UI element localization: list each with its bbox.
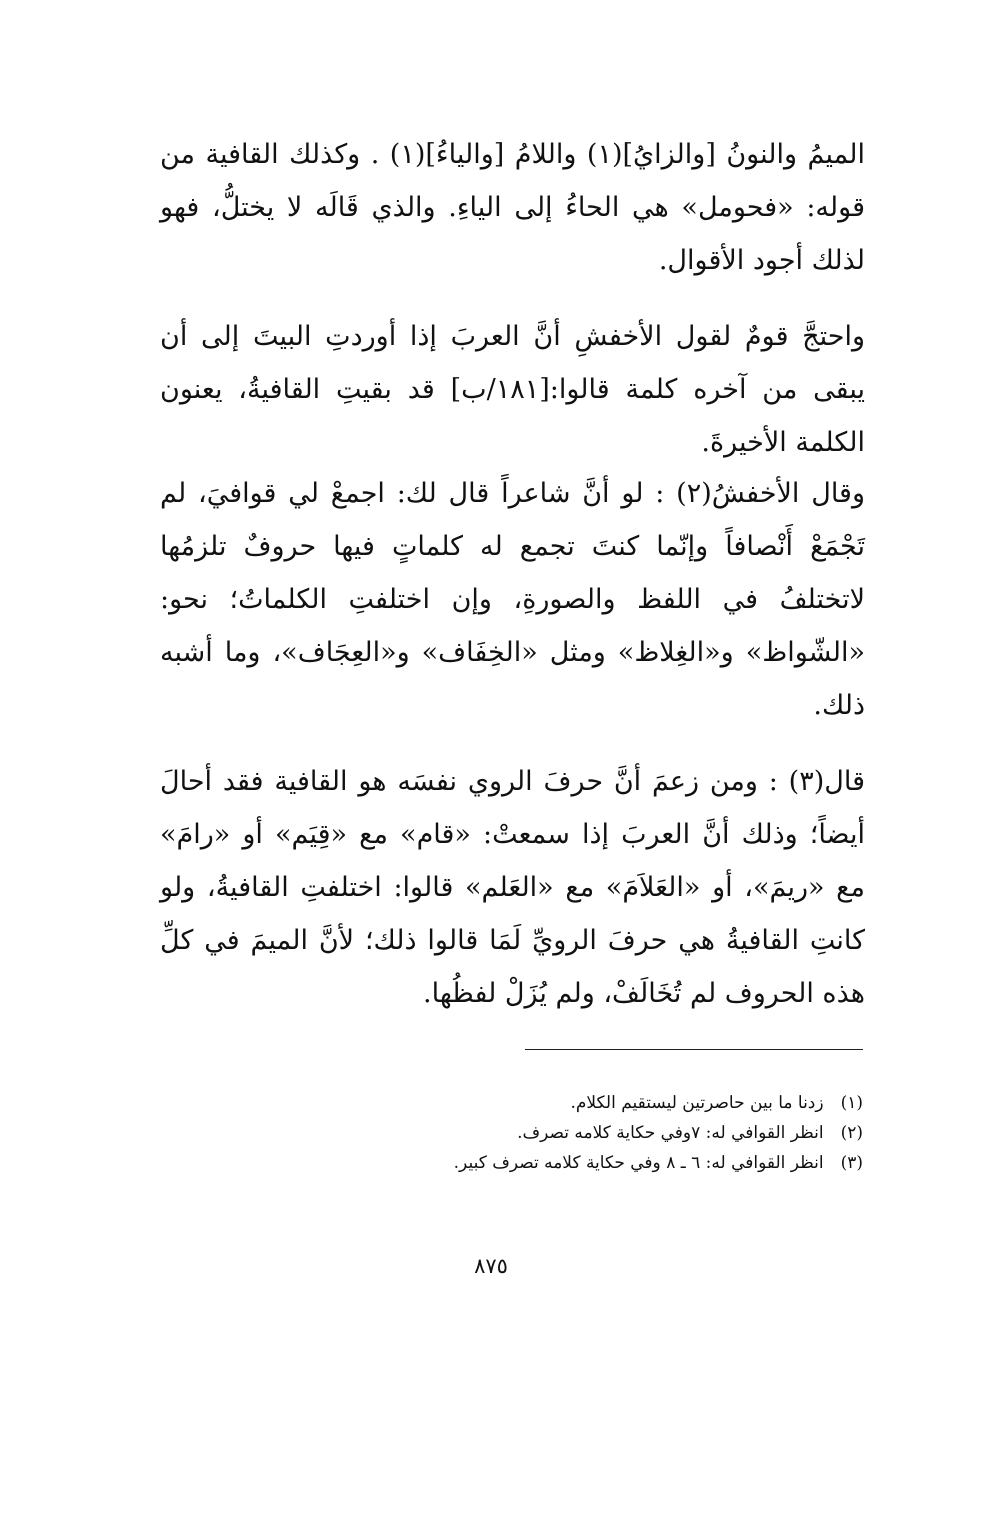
footnote-2 xyxy=(300,1118,863,1148)
footnotes xyxy=(300,1088,863,1178)
footnote-separator xyxy=(525,1049,863,1050)
footnote-number: (٣) xyxy=(840,1153,863,1173)
paragraph-3: وقال الأخفشُ(٢) : لو أنَّ شاعراً قال لك: اجمعْ لي قوافيَ، لم تَجْمَعْ أَنْصافاً وإنّما كنتَ تجمع له كلماتٍ فيها حروفٌ تلزمُها لاتختلفُ في اللفظ والصورةِ، وإن اختلفتِ الكلماتُ؛ نحو: «الشّواظ» و«الغِلاظ» ومثل «الخِفَاف» و«العِجَاف»، وما أشبه ذلك. xyxy=(160,478,865,721)
paragraph-2: واحتجَّ قومٌ لقول الأخفشِ أنَّ العربَ إذا أوردتِ البيتَ إلى أن يبقى من آخره كلمة قالوا:[١٨١/ب] قد بقيتِ القافيةُ، يعنون الكلمة الأخيرةَ. xyxy=(160,321,865,458)
footnote-3 xyxy=(300,1148,863,1178)
paragraph-4: قال(٣) : ومن زعمَ أنَّ حرفَ الروي نفسَه هو القافية فقد أحالَ أيضاً؛ وذلك أنَّ العربَ إذا سمعتْ: «قام» مع «قِيَم» أو «رامَ» مع «ريمَ»، أو «العَلاَمَ» مع «العَلم» قالوا: اختلفتِ القافيةُ، ولو كانتِ القافيةُ هي حرفَ الرويِّ لَمَا قالوا ذلك؛ لأنَّ الميمَ في كلِّ هذه الحروف لم تُخَالَفْ، ولم يُزَلْ لفظُها. xyxy=(160,766,865,1009)
paragraph-1: الميمُ والنونُ [والزايُ](١) واللامُ [والياءُ](١) . وكذلك القافية من قوله: «فحومل» هي الحاءُ إلى الياءِ. والذي قَالَه لا يختلُّ، فهو لذلك أجود الأقوال. xyxy=(160,139,866,276)
footnote-number: (١) xyxy=(840,1093,863,1113)
footnote-1 xyxy=(300,1088,863,1118)
footnote-text: انظر القوافي له: ٧وفي حكاية كلامه تصرف. xyxy=(517,1123,824,1143)
footnote-text: انظر القوافي له: ٦ ـ ٨ وفي حكاية كلامه تصرف كبير. xyxy=(453,1153,824,1173)
footnote-number: (٢) xyxy=(840,1123,863,1143)
footnote-text: زدنا ما بين حاصرتين ليستقيم الكلام. xyxy=(570,1093,824,1113)
page-number: ٨٧٥ xyxy=(474,1254,508,1278)
